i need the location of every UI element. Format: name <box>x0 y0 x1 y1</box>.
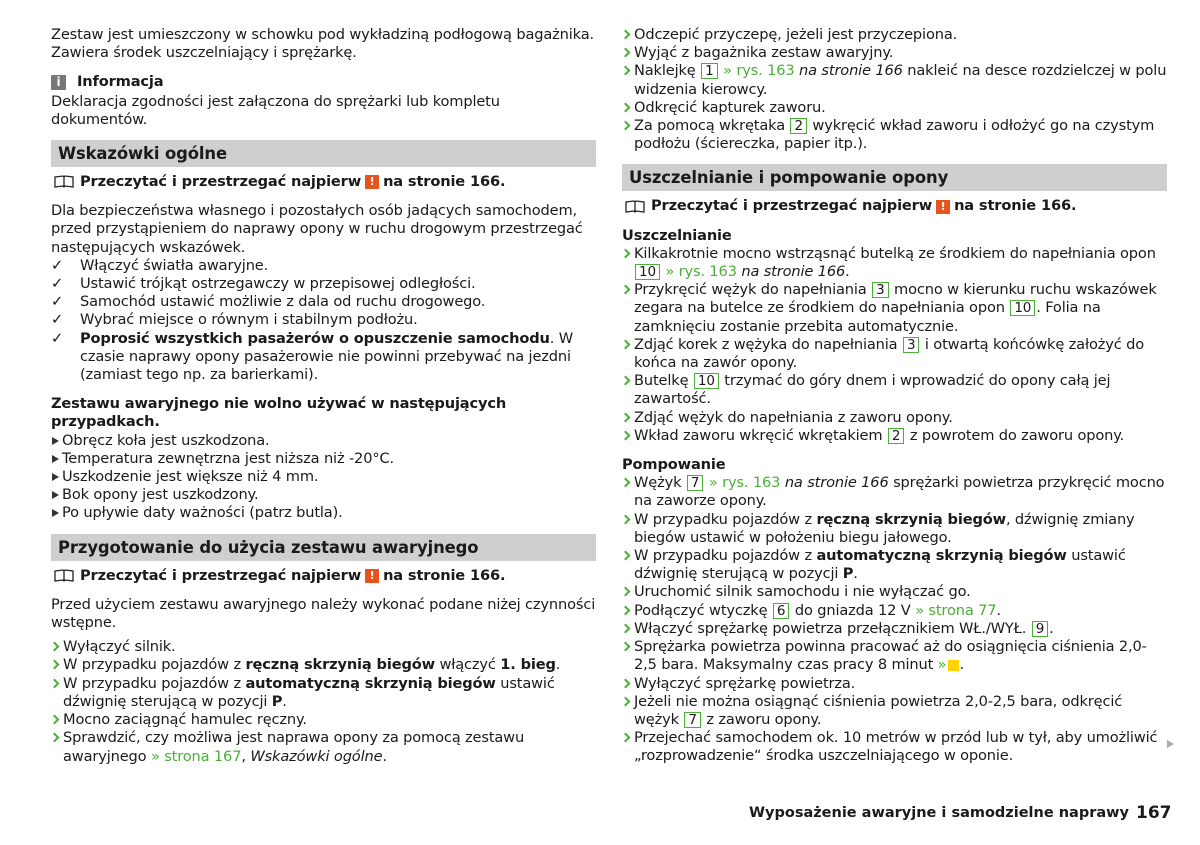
preparation-steps <box>51 638 596 765</box>
step-text: Naklejkę <box>634 62 701 80</box>
step-italic: na stronie 166 <box>799 62 903 80</box>
check-item: ✓ Ustawić trójkąt ostrzegawczy w przepisowej odległości. <box>51 275 596 293</box>
book-icon <box>625 200 645 214</box>
figure-link[interactable]: » rys. 163 <box>723 62 795 80</box>
intro-text: Zestaw jest umieszczony w schowku pod wykładziną podłogową bagażnika. Zawiera środek uszczelniający i sprężarkę. <box>51 26 594 62</box>
step-text: trzymać do góry dnem i wprowadzić do opony całą jej zawartość. <box>634 372 1111 408</box>
step-text: . <box>853 565 858 583</box>
step-text: Wkład zaworu wkręcić wkrętakiem <box>634 426 887 444</box>
step-text: włączyć <box>434 656 501 674</box>
book-icon <box>54 569 74 583</box>
step-italic: Wskazówki ogólne <box>250 747 383 765</box>
section-title-sealing: Uszczelnianie i pompowanie opony <box>622 164 1167 191</box>
pumping-heading: Pompowanie <box>622 456 726 474</box>
callout-number: 6 <box>773 603 789 619</box>
callout-number: 3 <box>903 337 919 353</box>
step-text: Kilkakrotnie mocno wstrząsnąć butelką ze środkiem do napełniania opon <box>634 244 1156 262</box>
step-item <box>622 638 1167 674</box>
figure-link[interactable]: » rys. 163 <box>708 474 781 492</box>
step-item: Zdjąć wężyk do napełniania z zaworu opony. <box>622 409 1167 427</box>
step-item: Wyłączyć sprężarkę powietrza. <box>622 675 1167 693</box>
step-italic: na stronie 166 <box>784 474 889 492</box>
step-text: z zaworu opony. <box>701 710 822 728</box>
callout-number: 10 <box>694 373 719 389</box>
step-item <box>51 675 596 711</box>
step-item: Mocno zaciągnąć hamulec ręczny. <box>51 711 596 729</box>
step-bold: ręczną skrzynią biegów <box>816 510 1006 528</box>
step-text: W przypadku pojazdów z <box>634 510 817 528</box>
step-item <box>622 372 1167 408</box>
step-text: Zdjąć korek z wężyka do napełniania <box>634 335 902 353</box>
footer-chapter: Wyposażenie awaryjne i samodzielne naprawy <box>749 805 1129 821</box>
warning-link[interactable]: » <box>937 656 947 674</box>
step-item <box>622 427 1167 445</box>
step-item <box>622 62 1167 98</box>
step-text: , dźwignię zmiany biegów ustawić w położeniu biegu jałowego. <box>634 510 1135 546</box>
step-item <box>622 281 1167 336</box>
step-item <box>622 245 1167 281</box>
general-paragraph: Dla bezpieczeństwa własnego i pozostałych osób jadących samochodem, przed przystąpieniem do naprawy opony w ruchu drogowym przestrzegać następujących wskazówek. <box>51 202 583 256</box>
warning-marker-icon[interactable] <box>948 660 959 671</box>
check-bold: Poprosić wszystkich pasażerów o opuszczenie samochodu <box>80 329 550 347</box>
step-text: Sprawdzić, czy możliwa jest naprawa opony za pomocą zestawu awaryjnego <box>63 729 525 765</box>
step-text: Podłączyć wtyczkę <box>634 601 772 619</box>
step-text: Za pomocą wkrętaka <box>634 117 790 135</box>
callout-number: 10 <box>635 264 660 280</box>
list-item: Po upływie daty ważności (patrz butla). <box>51 504 596 522</box>
step-text: Włączyć sprężarkę powietrza przełącznikiem WŁ./WYŁ. <box>634 619 1031 637</box>
step-italic: na stronie 166 <box>741 263 846 281</box>
callout-number: 9 <box>1032 621 1048 637</box>
step-item <box>622 474 1167 510</box>
not-used-list <box>51 432 596 523</box>
step-item <box>622 117 1167 153</box>
step-item <box>51 656 596 674</box>
step-bold: ręczną skrzynią biegów <box>245 656 435 674</box>
step-item: Odkręcić kapturek zaworu. <box>622 99 1167 117</box>
step-text: Przykręcić wężyk do napełniania <box>634 281 872 299</box>
step-item: Odczepić przyczepę, jeżeli jest przyczepiona. <box>622 26 1167 44</box>
step-item <box>622 693 1167 729</box>
step-text: . <box>845 263 850 281</box>
step-text: z powrotem do zaworu opony. <box>905 426 1125 444</box>
sealing-steps <box>622 245 1167 445</box>
info-title: Informacja <box>77 73 164 91</box>
callout-number: 2 <box>888 428 904 444</box>
page-number: 167 <box>1136 803 1172 823</box>
step-text: . <box>996 601 1001 619</box>
list-item: Uszkodzenie jest większe niż 4 mm. <box>51 468 596 486</box>
step-text: Sprężarka powietrza powinna pracować aż do osiągnięcia ciśnienia 2,0-2,5 bara. Maksymalny czas pracy 8 minut <box>634 638 1147 674</box>
step-text: Jeżeli nie można osiągnąć ciśnienia powietrza 2,0-2,5 bara, odkręcić wężyk <box>634 692 1123 728</box>
check-item: ✓ Włączyć światła awaryjne. <box>51 257 596 275</box>
page-link[interactable]: » strona 167 <box>150 747 242 765</box>
page-link[interactable]: » strona 77 <box>915 601 997 619</box>
step-text: ustawić dźwignię sterującą w pozycji <box>634 547 1126 583</box>
step-text: sprężarki powietrza przykręcić mocno na zaworze opony. <box>634 474 1165 510</box>
step-item <box>622 620 1167 638</box>
step-item: Wyjąć z bagażnika zestaw awaryjny. <box>622 44 1167 62</box>
step-bold: 1. bieg <box>500 656 556 674</box>
read-first-text: Przeczytać i przestrzegać najpierw <box>80 566 362 584</box>
list-item: Obręcz koła jest uszkodzona. <box>51 432 596 450</box>
step-text: Wężyk <box>634 474 686 492</box>
preparation-paragraph: Przed użyciem zestawu awaryjnego należy wykonać podane niżej czynności wstępne. <box>51 595 596 632</box>
step-item <box>622 336 1167 372</box>
step-text: wykręcić wkład zaworu i odłożyć go na czystym podłożu (ściereczka, papier itp.). <box>634 117 1155 153</box>
read-first-page[interactable]: na stronie 166. <box>383 566 506 584</box>
check-item <box>51 330 596 385</box>
step-bold: P <box>271 692 283 710</box>
step-item: Uruchomić silnik samochodu i nie wyłączać go. <box>622 583 1167 601</box>
read-first-line <box>51 567 596 585</box>
step-text: . <box>282 692 287 710</box>
step-text: do gniazda 12 V <box>790 601 916 619</box>
step-item <box>622 547 1167 583</box>
info-text: Deklaracja zgodności jest załączona do sprężarki lub kompletu dokumentów. <box>51 92 500 128</box>
read-first-page[interactable]: na stronie 166. <box>954 197 1077 215</box>
step-text: Butelkę <box>634 372 693 390</box>
callout-number: 1 <box>701 63 717 79</box>
step-text: , <box>241 747 251 765</box>
section-title-general: Wskazówki ogólne <box>51 140 596 167</box>
read-first-line <box>51 173 596 191</box>
step-text: W przypadku pojazdów z <box>634 547 817 565</box>
book-icon <box>54 175 74 189</box>
warning-icon[interactable]: ! <box>936 200 950 214</box>
step-text: i otwartą końcówkę założyć do końca na zawór opony. <box>634 335 1144 372</box>
step-item: Wyłączyć silnik. <box>51 638 596 656</box>
warning-icon[interactable]: ! <box>365 569 379 583</box>
step-item <box>622 602 1167 620</box>
sealing-heading: Uszczelnianie <box>622 226 732 244</box>
step-text: . <box>382 747 387 765</box>
check-rest: . W czasie naprawy opony pasażerowie nie powinni przebywać na jezdni (zamiast tego np. za barierkami). <box>80 329 574 384</box>
step-text: . <box>555 656 561 674</box>
section-title-preparation: Przygotowanie do użycia zestawu awaryjnego <box>51 534 596 561</box>
step-bold: P <box>842 565 854 583</box>
callout-number: 7 <box>687 475 703 491</box>
info-icon: i <box>51 75 66 90</box>
check-item: ✓ Samochód ustawić możliwie z dala od ruchu drogowego. <box>51 293 596 311</box>
step-text: ustawić dźwignię sterującą w pozycji <box>63 674 555 710</box>
step-bold: automatyczną skrzynią biegów <box>816 547 1067 565</box>
callout-number: 10 <box>1010 300 1035 316</box>
checklist <box>51 257 596 384</box>
read-first-text: Przeczytać i przestrzegać najpierw <box>651 197 933 215</box>
step-text: W przypadku pojazdów z <box>63 656 246 674</box>
figure-link[interactable]: » rys. 163 <box>665 263 737 281</box>
step-item <box>51 729 596 765</box>
pumping-steps <box>622 474 1167 765</box>
right-column <box>622 26 1167 766</box>
read-first-text: Przeczytać i przestrzegać najpierw <box>80 173 362 191</box>
list-item: Temperatura zewnętrzna jest niższa niż -20°C. <box>51 450 596 468</box>
step-item: Przejechać samochodem ok. 10 metrów w przód lub w tył, aby umożliwić „rozprowadzenie“ środka uszczelniającego w oponie. <box>622 729 1167 765</box>
step-text: . <box>959 656 964 674</box>
read-first-page[interactable]: na stronie 166. <box>383 173 506 191</box>
step-text: . Folia na zamknięciu zostanie przebita automatycznie. <box>634 299 1101 335</box>
callout-number: 3 <box>872 282 888 298</box>
left-column <box>51 26 596 766</box>
read-first-line <box>622 197 1167 215</box>
step-text: W przypadku pojazdów z <box>63 674 246 692</box>
step-text: . <box>1049 619 1054 637</box>
not-used-heading: Zestawu awaryjnego nie wolno używać w następujących przypadkach. <box>51 395 507 431</box>
warning-icon[interactable]: ! <box>365 175 379 189</box>
step-item <box>622 511 1167 547</box>
check-item: ✓ Wybrać miejsce o równym i stabilnym podłożu. <box>51 311 596 329</box>
callout-number: 2 <box>790 118 806 134</box>
step-text: mocno w kierunku ruchu wskazówek zegara na butelce ze środkiem do napełniania opon <box>634 281 1157 317</box>
callout-number: 7 <box>684 712 700 728</box>
top-steps <box>622 26 1167 153</box>
step-text: nakleić na desce rozdzielczej w polu widzenia kierowcy. <box>634 62 1167 98</box>
continue-arrow-icon <box>1167 740 1174 748</box>
info-heading <box>51 73 596 91</box>
step-bold: automatyczną skrzynią biegów <box>245 674 496 692</box>
list-item: Bok opony jest uszkodzony. <box>51 486 596 504</box>
